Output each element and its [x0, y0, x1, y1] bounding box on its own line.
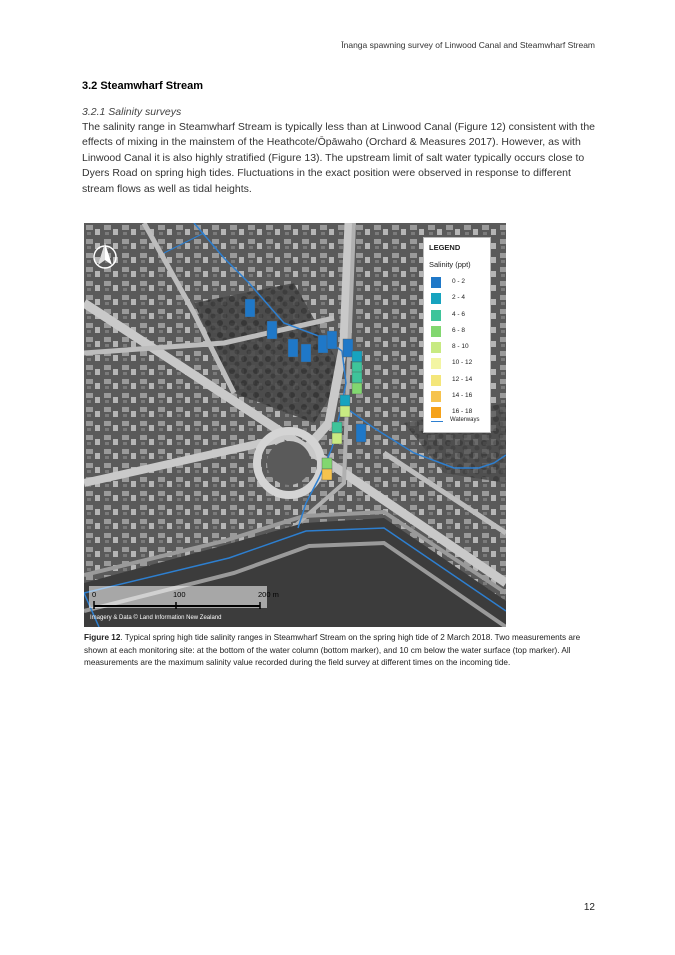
salinity-marker — [318, 335, 328, 353]
legend-label: 2 - 4 — [452, 294, 466, 302]
legend-label: 16 - 18 — [452, 408, 473, 416]
legend-swatch — [431, 277, 441, 288]
legend-swatch — [431, 407, 441, 418]
salinity-marker — [332, 422, 342, 433]
scale-label-0: 0 — [92, 590, 97, 599]
legend-label: 8 - 10 — [452, 343, 469, 351]
salinity-marker — [352, 351, 362, 362]
salinity-marker — [327, 331, 337, 349]
legend-label: 6 - 8 — [452, 326, 466, 334]
salinity-marker — [340, 406, 350, 417]
salinity-marker — [352, 372, 362, 383]
caption-text: . Typical spring high tide salinity ranges in Steamwharf Stream on the spring high tide of 2 March 2018. Two measurements are shown at each monitoring site: at the bottom of the water column (bottom marker), and 10 cm below the water surface (top marker). All measurements are the maximum salinity value recorded during the field survey at different times on the incoming tide. — [84, 633, 581, 668]
salinity-marker — [301, 344, 311, 362]
imagery-credit: Imagery & Data © Land Information New Zealand — [90, 615, 222, 621]
salinity-map — [84, 223, 506, 627]
salinity-marker — [352, 383, 362, 394]
section-heading: 3.2 Steamwharf Stream — [82, 80, 204, 92]
salinity-marker — [288, 339, 298, 357]
salinity-marker — [352, 362, 362, 373]
legend-swatch — [431, 358, 441, 369]
legend-title: LEGEND — [429, 243, 461, 252]
caption-label: Figure 12 — [84, 633, 121, 642]
legend-swatch — [431, 342, 441, 353]
legend-swatch — [431, 375, 441, 386]
north-arrow-icon — [92, 241, 118, 271]
salinity-marker — [340, 395, 350, 406]
legend-swatch — [431, 310, 441, 321]
legend-swatch — [431, 326, 441, 337]
legend-label: 10 - 12 — [452, 359, 473, 367]
legend-swatch — [431, 391, 441, 402]
figure-caption — [84, 632, 584, 670]
salinity-marker — [343, 339, 353, 357]
running-header: Īnanga spawning survey of Linwood Canal and Steamwharf Stream — [341, 40, 595, 50]
page-number: 12 — [583, 902, 595, 913]
body-paragraph: The salinity range in Steamwharf Stream is typically less than at Linwood Canal (Figure 12) consistent with the effects of mixing in the mainstem of the Heathcote/Ōpāwaho (Orchard & Measures 2017). However, as with Linwood Canal it is also highly stratified (Figure 13). The upstream limit of salt water typically occurs close to Dyers Road on spring high tides. Fluctuations in the exact position were observed in response to different stream flows as well as tidal heights. — [82, 121, 595, 195]
salinity-marker — [322, 458, 332, 469]
scale-label-100: 100 — [173, 590, 186, 599]
scale-label-200: 200 m — [258, 590, 279, 599]
legend-label: 4 - 6 — [452, 310, 466, 318]
map-legend — [423, 237, 491, 433]
waterways-label: Waterways — [450, 417, 480, 423]
salinity-marker — [245, 299, 255, 317]
salinity-marker — [322, 469, 332, 480]
salinity-marker — [332, 433, 342, 444]
salinity-marker — [267, 321, 277, 339]
legend-subtitle: Salinity (ppt) — [429, 260, 471, 269]
legend-label: 0 - 2 — [452, 278, 466, 285]
legend-label: 14 - 16 — [452, 392, 473, 400]
waterways-line-icon — [431, 421, 443, 422]
salinity-marker — [356, 424, 366, 442]
subsection-heading: 3.2.1 Salinity surveys — [82, 106, 182, 118]
legend-swatch — [431, 293, 441, 304]
legend-label: 12 - 14 — [452, 375, 473, 383]
